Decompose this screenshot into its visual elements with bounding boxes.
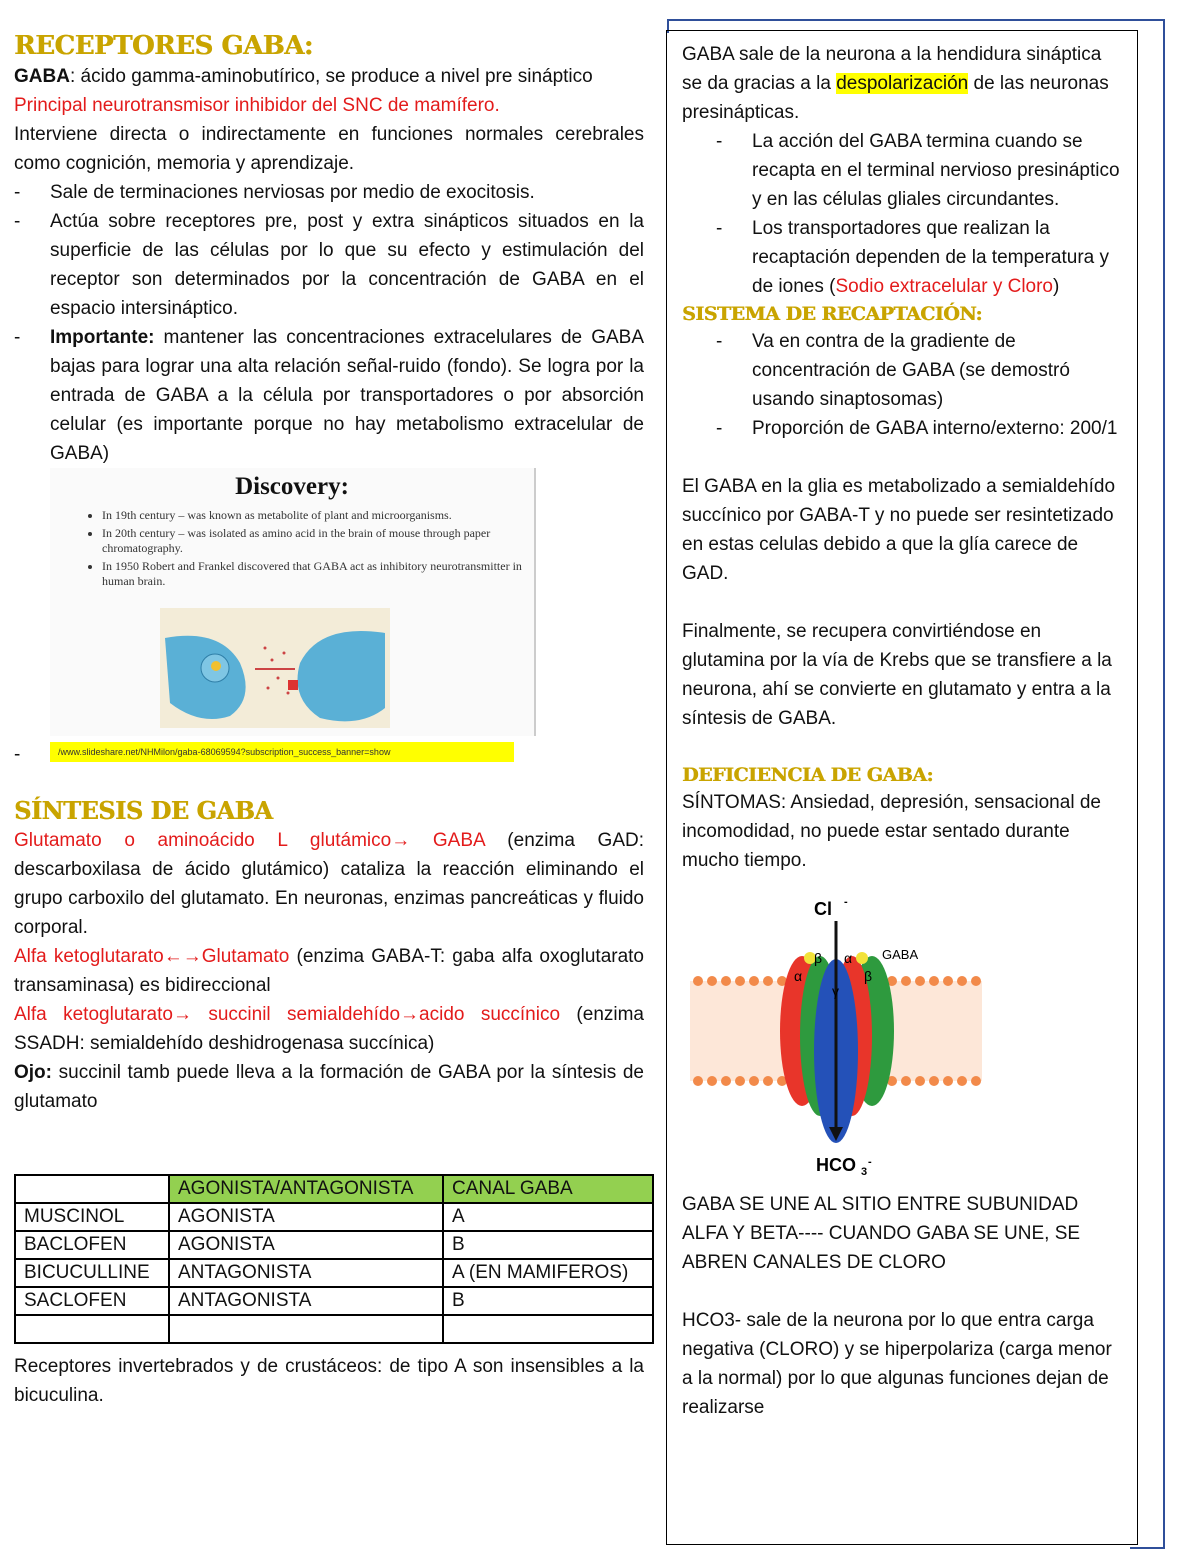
agonist-table	[14, 1174, 654, 1344]
synthesis-desc-1: (enzima GAD: descarboxilasa de ácido glutámico) cataliza la reacción eliminando el grupo carboxilo del glutamato. En neuronas, enzimas pancreáticas y fluido corporal.	[14, 830, 644, 938]
table-cell: A (EN MAMIFEROS)	[443, 1259, 653, 1287]
right-column	[682, 40, 1126, 1422]
discovery-title: Discovery:	[235, 473, 349, 500]
recaptacion-heading: SISTEMA DE RECAPTACIÓN:	[682, 303, 982, 325]
deficiencia-heading: DEFICIENCIA DE GABA:	[682, 764, 933, 786]
ojo-label: Ojo:	[14, 1062, 52, 1083]
chloride-label: Cl	[814, 899, 832, 919]
gaba-term: GABA	[14, 66, 70, 87]
hco3-paragraph: HCO3- sale de la neurona por lo que entra carga negativa (CLORO) y se hiperpolariza (carga menor a la normal) por lo que algunas funciones dejan de realizarse	[682, 1310, 1112, 1418]
page-border-right	[1163, 19, 1165, 1549]
invertebrate-note: Receptores invertebrados y de crustáceos: de tipo A son insensibles a la bicuculina.	[14, 1356, 644, 1406]
table-cell: AGONISTA	[169, 1203, 443, 1231]
synapse-illustration	[160, 608, 390, 728]
final-paragraph: Finalmente, se recupera convirtiéndose en glutamina por la vía de Krebs que se transfiere a la neurona, ahí se convierte en glutamato y entra a la síntesis de GABA.	[682, 621, 1112, 729]
synthesis-desc-2: (enzima GABA-T: gaba alfa oxoglutarato transaminasa) es bidireccional	[14, 946, 644, 996]
action-list	[716, 127, 1126, 301]
list-item: • In 19th century – was known as metabolite of plant and microorganisms.	[102, 508, 534, 523]
source-link[interactable]: /www.slideshare.net/NHMilon/gaba-68069594?subscription_success_banner=show	[50, 742, 514, 762]
source-link-row	[14, 740, 644, 766]
svg-text:-: -	[868, 1156, 872, 1168]
list-item	[716, 214, 1126, 301]
table-cell	[15, 1315, 169, 1343]
gamma-label: γ	[832, 983, 839, 999]
table-cell: MUSCINOL	[15, 1203, 169, 1231]
bicarbonate-label: HCO	[816, 1155, 856, 1175]
svg-text:-: -	[844, 896, 848, 908]
synthesis-reaction-2: Alfa ketoglutarato←→Glutamato	[14, 946, 290, 967]
list-item: • In 1950 Robert and Frankel discovered that GABA act as inhibitory neurotransmitter in human brain.	[102, 559, 534, 589]
svg-text:3: 3	[861, 1166, 868, 1178]
page-border-top	[669, 19, 1165, 21]
table-row	[15, 1231, 653, 1259]
sintomas-text: SÍNTOMAS: Ansiedad, depresión, sensacional de incomodidad, no puede estar sentado durante mucho tiempo.	[682, 792, 1101, 871]
gaba-label: GABA	[882, 947, 919, 962]
gaba-definition	[14, 62, 644, 91]
list-item	[14, 323, 644, 468]
table-header-row	[15, 1175, 653, 1203]
sintesis-heading: SÍNTESIS DE GABA	[14, 796, 273, 825]
list-item: - Sale de terminaciones nerviosas por medio de exocitosis.	[14, 178, 644, 207]
table-cell: BICUCULLINE	[15, 1259, 169, 1287]
table-cell: SACLOFEN	[15, 1287, 169, 1315]
synthesis-step-3	[14, 1000, 644, 1058]
synthesis-reaction-1: Glutamato o aminoácido L glutámico→ GABA	[14, 830, 485, 851]
list-item: - Va en contra de la gradiente de concentración de GABA (se demostró usando sinaptosomas)	[716, 327, 1126, 414]
alpha-label-right: α	[844, 950, 853, 966]
receptores-heading: RECEPTORES GABA:	[14, 31, 313, 61]
table-cell: B	[443, 1287, 653, 1315]
despolarizacion-highlight: despolarización	[836, 73, 969, 94]
importante-text: mantener las concentraciones extracelulares de GABA bajas para lograr una alta relación señal-ruido (fondo). Se logra por la entrada de GABA a la célula por transportadores o por absorción celular (es importante porque no hay metabolismo extracelular de GABA)	[50, 327, 644, 464]
table-header-cell: CANAL GABA	[443, 1175, 653, 1203]
receptor-list	[14, 178, 644, 468]
gaba-definition-text: : ácido gamma-aminobutírico, se produce a nivel pre sináptico	[69, 66, 593, 87]
table-cell: A	[443, 1203, 653, 1231]
table-header-cell: AGONISTA/ANTAGONISTA	[169, 1175, 443, 1203]
page-border-bottom	[1130, 1547, 1165, 1549]
table-cell: B	[443, 1231, 653, 1259]
discovery-slide-image	[50, 468, 536, 736]
list-item: - Actúa sobre receptores pre, post y extra sinápticos situados en la superficie de las células por lo que su efecto y estimulación del receptor son determinados por la concentración de GABA en el espacio intersináptico.	[14, 207, 644, 323]
synthesis-desc-3: (enzima SSADH: semialdehído deshidrogenasa succínica)	[14, 1004, 644, 1054]
table-cell: ANTAGONISTA	[169, 1259, 443, 1287]
release-text-b: de las neuronas presinápticas.	[682, 73, 1109, 123]
release-text-a: GABA sale de la neurona a la hendidura sináptica se da gracias a la	[682, 44, 1102, 94]
synthesis-note	[14, 1058, 644, 1116]
table-cell: AGONISTA	[169, 1231, 443, 1259]
table-row	[15, 1259, 653, 1287]
list-item: - Proporción de GABA interno/externo: 200/1	[716, 414, 1126, 443]
transport-text-b: )	[1053, 276, 1060, 297]
ojo-text: succinil tamb puede lleva a la formación de GABA por la síntesis de glutamato	[14, 1062, 644, 1112]
interviene-text: Interviene directa o indirectamente en funciones normales cerebrales como cognición, memoria y aprendizaje.	[14, 124, 644, 174]
synthesis-reaction-3: Alfa ketoglutarato→ succinil semialdehído→acido succínico	[14, 1004, 561, 1025]
table-cell	[443, 1315, 653, 1343]
principal-statement: Principal neurotransmisor inhibidor del SNC de mamífero.	[14, 95, 500, 116]
recaptacion-list	[716, 327, 1126, 443]
table-row	[15, 1203, 653, 1231]
synthesis-step-1	[14, 826, 644, 942]
table-cell: ANTAGONISTA	[169, 1287, 443, 1315]
gaba-receptor-figure	[686, 891, 986, 1181]
beta-label-right: β	[864, 968, 873, 984]
union-paragraph: GABA SE UNE AL SITIO ENTRE SUBUNIDAD ALFA Y BETA---- CUANDO GABA SE UNE, SE ABREN CANALES DE CLORO	[682, 1194, 1081, 1273]
discovery-list	[50, 508, 534, 589]
importante-label: Importante:	[50, 327, 155, 348]
synthesis-step-2	[14, 942, 644, 1000]
left-column	[14, 30, 644, 1410]
binding-site-right	[856, 952, 868, 964]
table-cell: BACLOFEN	[15, 1231, 169, 1259]
table-header-cell	[15, 1175, 169, 1203]
table-cell	[169, 1315, 443, 1343]
glia-paragraph: El GABA en la glia es metabolizado a semialdehído succínico por GABA-T y no puede ser resintetizado en estas celulas debido a que la glía carece de GAD.	[682, 476, 1116, 584]
release-paragraph	[682, 40, 1126, 127]
dash-marker: -	[14, 744, 21, 765]
ions-text: Sodio extracelular y Cloro	[835, 276, 1053, 297]
transport-text-a: Los transportadores que realizan la recaptación dependen de la temperatura y de iones (	[752, 218, 1110, 297]
list-item: • In 20th century – was isolated as amino acid in the brain of mouse through paper chromatography.	[102, 526, 534, 556]
table-row	[15, 1315, 653, 1343]
list-item: - La acción del GABA termina cuando se recapta en el terminal nervioso presináptico y en las células gliales circundantes.	[716, 127, 1126, 214]
table-row	[15, 1287, 653, 1315]
alpha-label: α	[794, 968, 803, 984]
beta-label: β	[814, 950, 823, 966]
